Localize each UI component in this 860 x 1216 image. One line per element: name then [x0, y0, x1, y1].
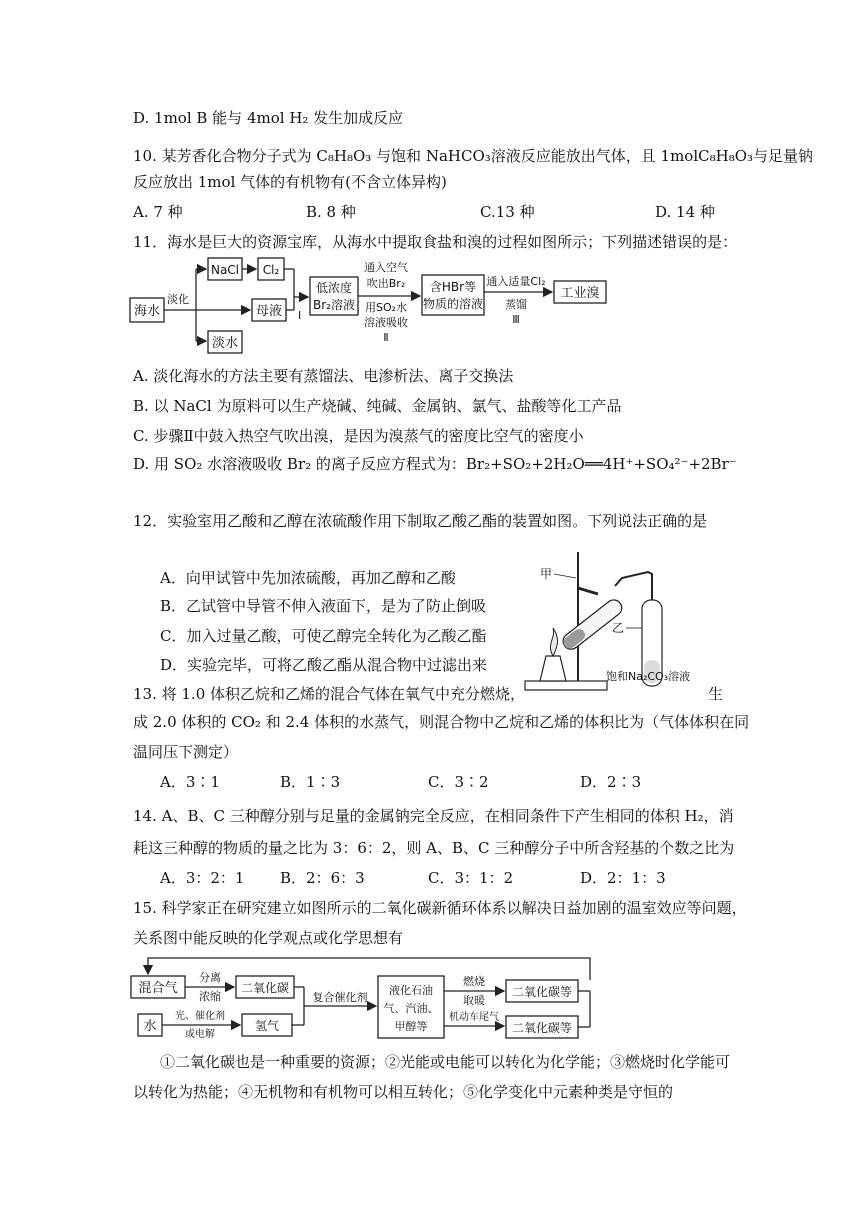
- air-label-1: 通入空气: [364, 261, 408, 274]
- q13-option-d: D．2∶3: [580, 773, 642, 791]
- q10-option-d: D. 14 种: [655, 203, 715, 221]
- q11-option-c: C. 步骤Ⅱ中鼓入热空气吹出溴，是因为溴蒸气的密度比空气的密度小: [133, 427, 584, 445]
- light-label-1: 光、催化剂: [175, 1011, 225, 1022]
- q12-option-d: D．实验完毕，可将乙酸乙酯从混合物中过滤出来: [160, 656, 488, 674]
- q10-stem-line1: 10. 某芳香化合物分子式为 C₈H₈O₃ 与饱和 NaHCO₃溶液反应能放出气体，且 1molC₈H₈O₃与足量钠: [133, 147, 814, 165]
- q14-options: [160, 868, 666, 888]
- q11-flow-diagram: [128, 255, 728, 360]
- q13-option-c: C．3∶2: [428, 773, 489, 791]
- step2-label: Ⅱ: [383, 331, 389, 344]
- q14-option-c: C．3：1：2: [428, 869, 514, 887]
- q9-option-d: D. 1mol B 能与 4mol H₂ 发生加成反应: [133, 109, 404, 127]
- fuels-label-1: 液化石油: [389, 984, 433, 997]
- q11-stem: 11．海水是巨大的资源宝库，从海水中提取食盐和溴的过程如图所示；下列描述错误的是：: [133, 233, 738, 251]
- distill-label: 蒸馏: [505, 298, 527, 311]
- q14-option-a: A．3：2：1: [160, 869, 245, 887]
- air-label-2: 吹出Br₂: [366, 277, 406, 290]
- h2-label: 氢气: [254, 1019, 280, 1033]
- so2-label-1: 用SO₂水: [364, 301, 408, 314]
- q11-option-a: A. 淡化海水的方法主要有蒸馏法、电渗析法、离子交换法: [133, 367, 514, 385]
- cl2-label: Cl₂: [262, 263, 280, 277]
- catalyst-label: 复合催化剂: [312, 991, 368, 1004]
- burner: [540, 656, 566, 681]
- clamp: [578, 588, 598, 594]
- water-label: 水: [143, 1019, 157, 1034]
- q13-option-a: A．3∶1: [160, 773, 220, 791]
- mix-label: 混合气: [138, 981, 178, 996]
- q13-stem-line1-end: 生: [708, 685, 724, 703]
- burn-label-1: 燃烧: [463, 975, 485, 988]
- label-solution: 饱和Na₂CO₃溶液: [606, 670, 691, 683]
- light-label-2: 或电解: [185, 1029, 215, 1040]
- q11-option-b: B. 以 NaCl 为原料可以生产烧碱、纯碱、金属钠、氯气、盐酸等化工产品: [133, 397, 622, 415]
- co2a-label: 二氧化碳等: [511, 985, 573, 999]
- q15-statements-line2: 以转化为热能；④无机物和有机物可以相互转化；⑤化学变化中元素种类是守恒的: [133, 1083, 674, 1101]
- q15-stem-line2: 关系图中能反映的化学观点或化学思想有: [133, 929, 404, 947]
- stand-base: [525, 681, 607, 690]
- exhaust-label: 机动车尾气: [449, 1012, 499, 1023]
- q12-option-c: C．加入过量乙酸，可使乙醇完全转化为乙酸乙酯: [160, 627, 487, 645]
- q13-stem-line2: 成 2.0 体积的 CO₂ 和 2.4 体积的水蒸气，则混合物中乙烷和乙烯的体积比为（气体体积在同: [133, 713, 750, 731]
- desal-label: 淡化: [167, 293, 189, 306]
- q10-option-a: A. 7 种: [133, 203, 183, 221]
- sep-label-2: 浓缩: [199, 990, 221, 1003]
- q15-stem-line1: 15. 科学家正在研究建立如图所示的二氧化碳新循环体系以解决日益加剧的温室效应等问题，: [133, 899, 747, 917]
- flame: [550, 628, 557, 656]
- lowbr-label-2: Br₂溶液: [313, 298, 355, 312]
- fresh-label: 淡水: [211, 336, 239, 351]
- q15-cycle-diagram: [128, 954, 598, 1044]
- industrial-label: 工业溴: [560, 286, 600, 301]
- q12-stem: 12．实验室用乙酸和乙醇在浓硫酸作用下制取乙酸乙酯的装置如图。下列说法正确的是: [133, 512, 708, 530]
- fuels-label-2: 气、汽油、: [383, 1002, 439, 1015]
- hbr-label-1: 含HBr等: [429, 280, 477, 294]
- mother-label: 母液: [255, 304, 283, 319]
- q12-apparatus-figure: [520, 548, 708, 696]
- q10-option-c: C.13 种: [480, 203, 535, 221]
- q10-option-b: B. 8 种: [306, 203, 356, 221]
- sep-label-1: 分离: [199, 971, 221, 984]
- seawater-label: 海水: [133, 304, 161, 319]
- cl2in-label: 通入适量Cl₂: [486, 275, 546, 288]
- q12-option-a: A．向甲试管中先加浓硫酸，再加乙醇和乙酸: [160, 569, 456, 587]
- q13-option-b: B．1∶3: [280, 773, 341, 791]
- fuels-label-3: 甲醇等: [394, 1020, 428, 1033]
- q13-stem-line1: 13. 将 1.0 体积乙烷和乙烯的混合气体在氧气中充分燃烧，: [133, 685, 526, 703]
- q11-option-d: D. 用 SO₂ 水溶液吸收 Br₂ 的离子反应方程式为：Br₂+SO₂+2H₂O══4H⁺+SO₄²⁻+2Br⁻: [133, 455, 737, 473]
- burn-label-2: 取暖: [463, 994, 485, 1007]
- q14-option-b: B．2：6：3: [280, 869, 365, 887]
- leader-jia: [554, 574, 576, 578]
- q10-stem-line2: 反应放出 1mol 气体的有机物有(不含立体异构): [133, 173, 447, 191]
- so2-label-2: 溶液吸收: [364, 316, 408, 329]
- label-yi: 乙: [612, 621, 625, 635]
- label-jia: 甲: [540, 567, 553, 581]
- step1-label: I: [298, 309, 302, 322]
- q13-stem-line3: 温同压下测定）: [133, 743, 239, 761]
- hbr-label-2: 物质的溶液: [422, 297, 484, 311]
- lowbr-label-1: 低浓度: [315, 281, 353, 295]
- co2-label: 二氧化碳: [240, 981, 290, 995]
- q13-options: [160, 772, 641, 792]
- q12-option-b: B．乙试管中导管不伸入液面下，是为了防止倒吸: [160, 597, 487, 615]
- nacl-label: NaCl: [210, 263, 240, 277]
- q10-options: [133, 202, 715, 222]
- q14-stem-line1: 14. A、B、C 三种醇分别与足量的金属钠完全反应，在相同条件下产生相同的体积 H₂，消: [133, 807, 734, 825]
- q14-stem-line2: 耗这三种醇的物质的量之比为 3：6：2，则 A、B、C 三种醇分子中所含羟基的个数之比为: [133, 839, 735, 857]
- q14-option-d: D．2：1：3: [580, 869, 666, 887]
- q15-statements-line1: ①二氧化碳也是一种重要的资源；②光能或电能可以转化为化学能；③燃烧时化学能可: [160, 1053, 731, 1071]
- co2b-label: 二氧化碳等: [511, 1021, 573, 1035]
- step3-label: Ⅲ: [512, 313, 520, 326]
